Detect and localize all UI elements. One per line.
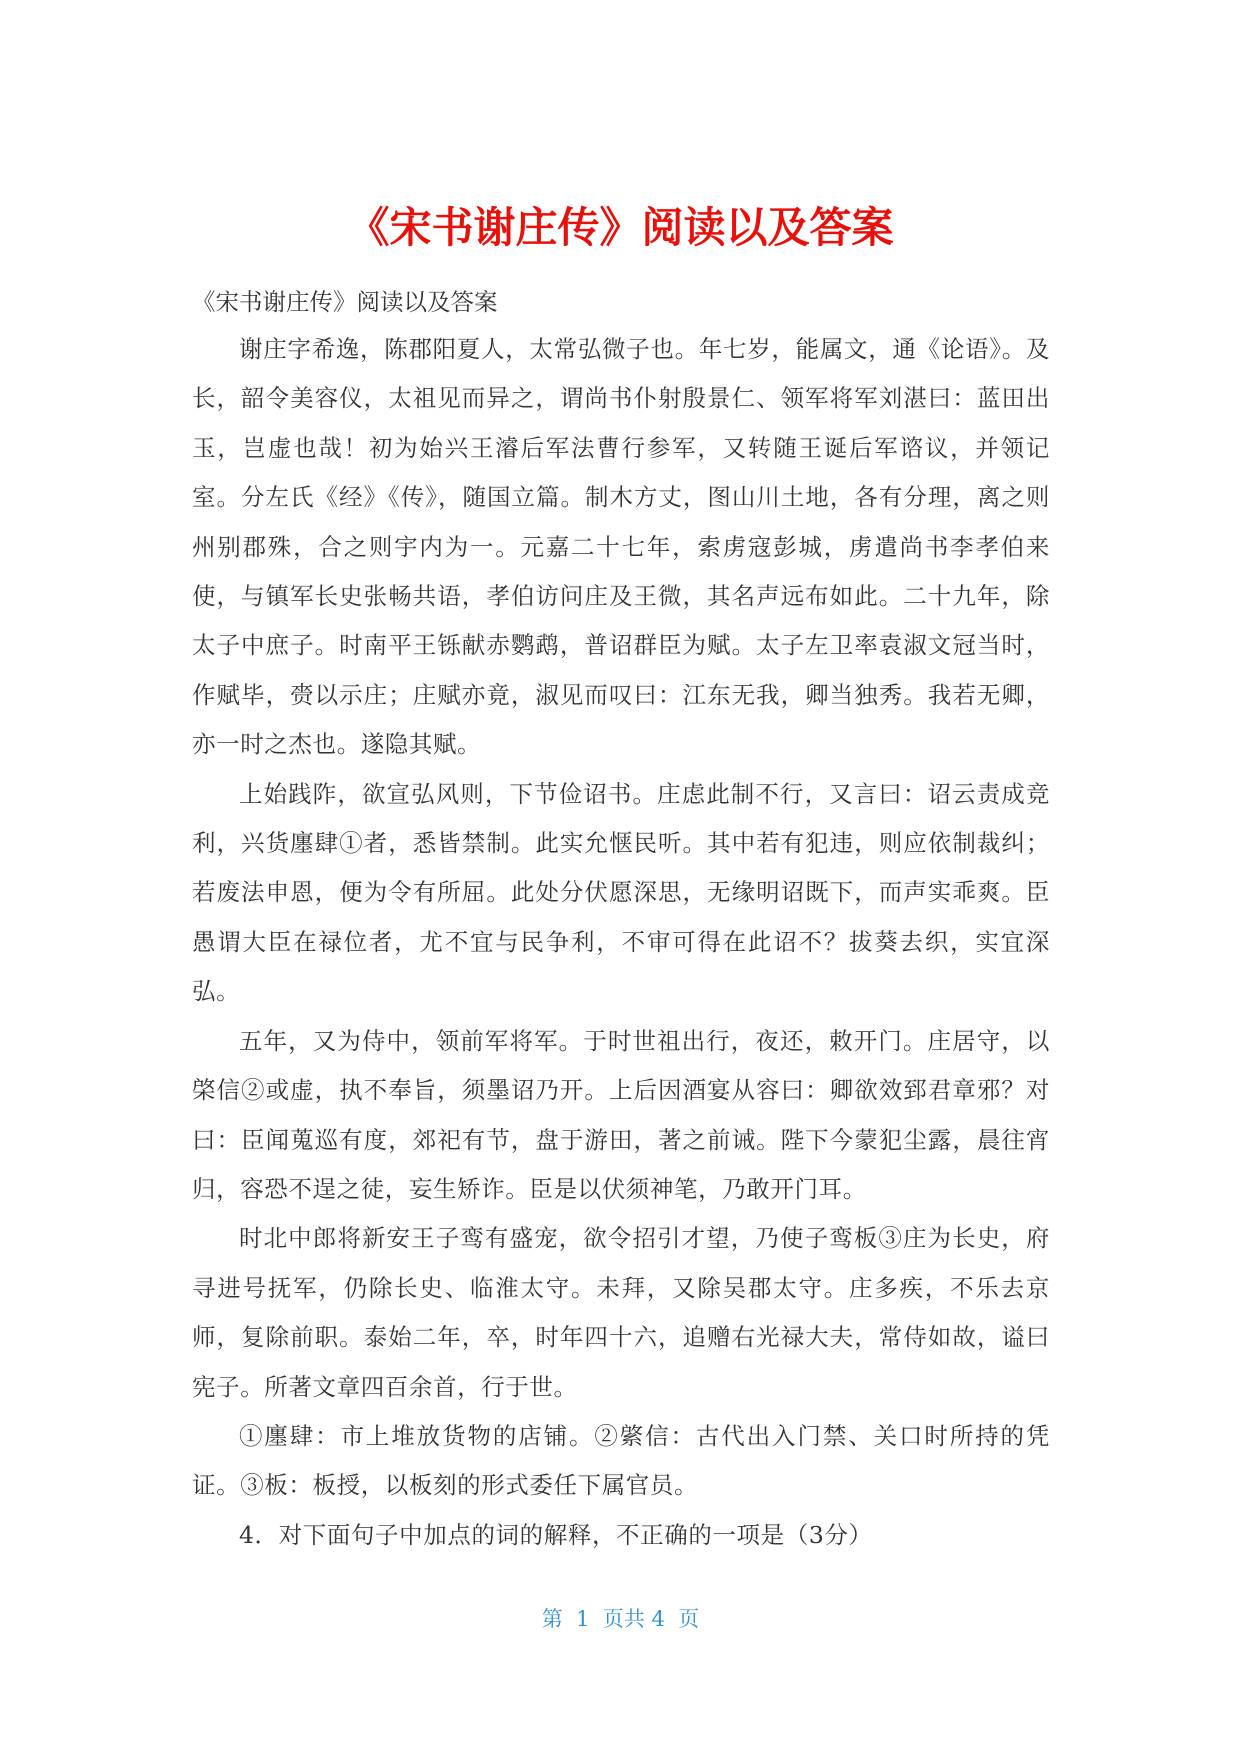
document-body bbox=[192, 285, 1050, 1560]
paragraph-question: 4．对下面句子中加点的词的解释，不正确的一项是（3分） bbox=[239, 1520, 873, 1549]
paragraph-notes: ①廛肆：市上堆放货物的店铺。②綮信：古代出入门禁、关口时所持的凭证。③板：板授，以板刻的形式委任下属官员。 bbox=[192, 1421, 1050, 1500]
page-number-footer: 第 1 页共 4 页 bbox=[541, 1607, 700, 1631]
document-subtitle: 《宋书谢庄传》阅读以及答案 bbox=[192, 288, 498, 316]
paragraph-later-career: 时北中郎将新安王子鸾有盛宠，欲令招引才望，乃使子鸾板③庄为长史，府寻进号抚军，仍除长史、临淮太守。未拜，又除吴郡太守。庄多疾，不乐去京师，复除前职。泰始二年，卒，时年四十六，追赠右光禄大夫，常侍如故，谥曰宪子。所著文章四百余首，行于世。 bbox=[192, 1224, 1050, 1401]
paragraph-edict: 上始践阼，欲宣弘风则，下节俭诏书。庄虑此制不行，又言曰：诏云责成竞利，兴货廛肆①者，悉皆禁制。此实允惬民听。其中若有犯违，则应依制裁纠；若废法申恩，便为令有所屈。此处分伏愿深思，无缘明诏既下，而声实乖爽。臣愚谓大臣在禄位者，尤不宜与民争利，不审可得在此诏不？拔葵去织，实宜深弘。 bbox=[192, 779, 1050, 1006]
document-title: 《宋书谢庄传》阅读以及答案 bbox=[347, 203, 894, 252]
paragraph-gate: 五年，又为侍中，领前军将军。于时世祖出行，夜还，敕开门。庄居守，以棨信②或虚，执不奉旨，须墨诏乃开。上后因酒宴从容曰：卿欲效郅君章邪？对曰：臣闻蒐巡有度，郊祀有节，盘于游田，著之前诫。陛下今蒙犯尘露，晨往宵归，容恐不逞之徒，妄生矫诈。臣是以伏须神笔，乃敢开门耳。 bbox=[192, 1026, 1050, 1203]
paragraph-biography: 谢庄字希逸，陈郡阳夏人，太常弘微子也。年七岁，能属文，通《论语》。及长，韶令美容仪，太祖见而异之，谓尚书仆射殷景仁、领军将军刘湛曰：蓝田出玉，岂虚也哉！初为始兴王濬后军法曹行参军，又转随王诞后军谘议，并领记室。分左氏《经》《传》，随国立篇。制木方丈，图山川土地，各有分理，离之则州别郡殊，合之则宇内为一。元嘉二十七年，索虏寇彭城，虏遣尚书李孝伯来使，与镇军长史张畅共语，孝伯访问庄及王微，其名声远布如此。二十九年，除太子中庶子。时南平王铄献赤鹦鹉，普诏群臣为赋。太子左卫率袁淑文冠当时，作赋毕，赍以示庄；庄赋亦竟，淑见而叹曰：江东无我，卿当独秀。我若无卿，亦一时之杰也。遂隐其赋。 bbox=[192, 335, 1050, 759]
